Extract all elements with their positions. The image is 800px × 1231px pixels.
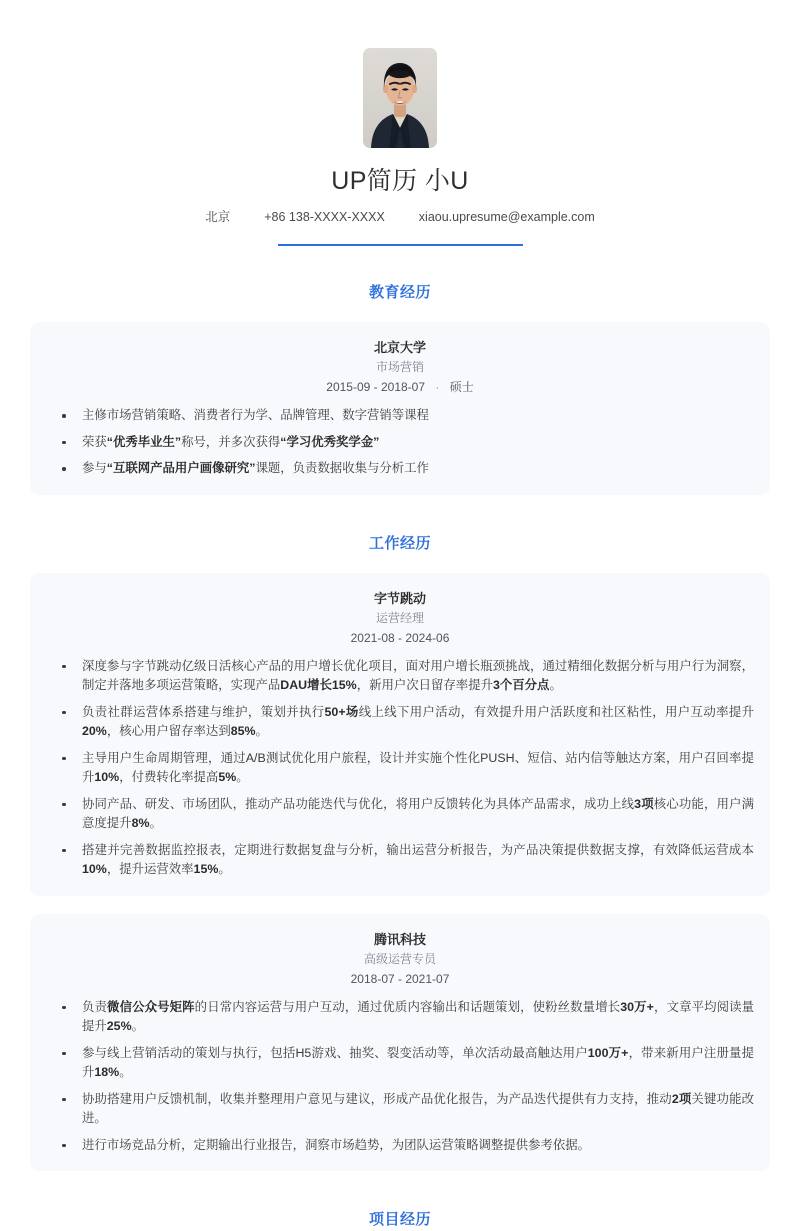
work-date: 2021-08 - 2024-06 — [350, 630, 450, 645]
bullet-emphasis: DAU增长15% — [280, 678, 357, 692]
bullet-item — [46, 703, 754, 742]
resume-header — [30, 0, 770, 246]
bullet-text: 关键功能改进。 — [82, 1091, 755, 1125]
work-bullets — [46, 657, 754, 880]
education-school: 北京大学 — [373, 340, 426, 355]
bullet-emphasis: 10% — [94, 770, 120, 784]
bullet-text: ，付费转化率提高 — [119, 770, 219, 784]
bullet-emphasis: 50+场 — [324, 704, 359, 719]
bullet-item — [46, 795, 754, 834]
bullet-text: 进行市场竞品分析，定期输出行业报告，洞察市场趋势，为团队运营策略调整提供参考依据。 — [82, 1137, 591, 1152]
photo-container — [30, 48, 770, 148]
bullet-item — [46, 749, 754, 788]
entry-header — [46, 589, 754, 648]
meta-separator: · — [435, 380, 440, 394]
bullet-text: 主导用户生命周期管理，通过A/B测试优化用户旅程，设计并实施个性化PUSH、短信、站内信等触达方案，用户召回率提升 — [82, 750, 754, 784]
bullet-emphasis: 8% — [131, 816, 150, 830]
work-bullets — [46, 998, 754, 1156]
education-major: 市场营销 — [375, 360, 424, 374]
bullet-text: 负责 — [82, 999, 108, 1014]
entry-header — [46, 930, 754, 989]
work-date: 2018-07 - 2021-07 — [350, 971, 450, 986]
bullet-text: 线上线下用户活动，有效提升用户活跃度和社区粘性，用户互动率提升 — [358, 704, 755, 719]
bullet-item — [46, 998, 754, 1037]
bullet-text: 。 — [119, 1065, 132, 1079]
header-divider — [278, 244, 523, 246]
work-position: 高级运营专员 — [363, 951, 436, 966]
bullet-text: ，带来新用户注册量提升 — [82, 1045, 755, 1079]
section-title-education: 教育经历 — [368, 284, 431, 301]
bullet-text: 。 — [236, 770, 249, 784]
education-degree: 硕士 — [449, 380, 474, 394]
bullet-text: 。 — [549, 678, 562, 692]
bullet-text: 协同产品、研发、市场团队，推动产品功能迭代与优化，将用户反馈转化为具体产品需求，成功上线 — [82, 796, 635, 811]
bullet-emphasis: 3项 — [634, 796, 654, 811]
bullet-emphasis: “优秀毕业生” — [106, 434, 182, 449]
bullet-emphasis: 25% — [106, 1019, 132, 1033]
bullet-item — [46, 1090, 754, 1129]
bullet-text: 负责社群运营体系搭建与维护，策划并执行 — [82, 704, 325, 719]
bullet-text: 搭建并完善数据监控报表，定期进行数据复盘与分析，输出运营分析报告，为产品决策提供数据支撑，有效降低运营成本 — [82, 842, 754, 857]
bullet-text: ，核心用户留存率达到 — [106, 724, 231, 738]
work-company: 腾讯科技 — [373, 931, 426, 947]
bullet-item — [46, 657, 754, 696]
bullet-text: 参与 — [82, 461, 107, 475]
bullet-text: 的日常内容运营与用户互动，通过优质内容输出和话题策划，使粉丝数量增长 — [194, 999, 621, 1014]
bullet-emphasis: 85% — [230, 724, 256, 738]
page-title: UP简历 小U — [331, 167, 469, 195]
bullet-text: ，新用户次日留存率提升 — [356, 678, 493, 692]
bullet-text: 协助搭建用户反馈机制，收集并整理用户意见与建议，形成产品优化报告，为产品迭代提供有力支持，推动 — [82, 1091, 672, 1106]
bullet-text: 参与线上营销活动的策划与执行，包括H5游戏、抽奖、裂变活动等，单次活动最高触达用户 — [82, 1045, 588, 1060]
bullet-item — [46, 841, 754, 880]
bullet-text: 。 — [149, 816, 162, 830]
bullet-emphasis: “学习优秀奖学金” — [280, 434, 380, 449]
bullet-item — [46, 1136, 754, 1156]
bullet-text: 主修市场营销策略、消费者行为学、品牌管理、数字营销等课程 — [82, 408, 429, 422]
work-position: 运营经理 — [375, 610, 424, 625]
bullet-text: 。 — [255, 724, 268, 738]
education-date: 2015-09 - 2018-07 — [326, 380, 426, 394]
bullet-emphasis: 3个百分点 — [492, 678, 550, 692]
profile-photo — [363, 48, 437, 148]
entry-header — [46, 338, 754, 397]
bullet-emphasis: 20% — [82, 724, 107, 738]
bullet-item — [46, 433, 754, 453]
education-card — [30, 322, 770, 495]
bullet-text: 称号，并多次获得 — [181, 434, 281, 449]
bullet-emphasis: 30万+ — [620, 999, 654, 1014]
bullet-emphasis: 2项 — [671, 1091, 692, 1106]
bullet-text: 。 — [131, 1019, 144, 1033]
bullet-text: 课题，负责数据收集与分析工作 — [255, 461, 429, 475]
bullet-item — [46, 406, 754, 426]
bullet-text: ，文章平均阅读量提升 — [82, 999, 755, 1033]
bullet-item — [46, 1044, 754, 1083]
bullet-text: 。 — [218, 862, 231, 876]
contact-location: 北京 — [205, 210, 231, 224]
bullet-emphasis: 15% — [193, 862, 219, 876]
work-company: 字节跳动 — [373, 590, 426, 606]
work-card-bytedance — [30, 573, 770, 896]
education-bullets — [46, 406, 754, 479]
bullet-text: ，提升运营效率 — [106, 862, 194, 876]
bullet-emphasis: 18% — [94, 1065, 120, 1079]
bullet-emphasis: 10% — [82, 862, 107, 876]
contact-phone: +86 138-XXXX-XXXX — [264, 210, 385, 224]
section-title-work: 工作经历 — [368, 534, 431, 552]
bullet-text: 荣获 — [82, 434, 107, 449]
section-title-projects: 项目经历 — [368, 1211, 431, 1228]
bullet-text: 深度参与字节跳动亿级日活核心产品的用户增长优化项目，面对用户增长瓶颈挑战，通过精细化数据分析与用户行为洞察，制定并落地多项运营策略，实现产品 — [82, 658, 754, 692]
bullet-emphasis: 100万+ — [587, 1045, 629, 1060]
bullet-emphasis: “互联网产品用户画像研究” — [106, 461, 256, 475]
bullet-emphasis: 5% — [218, 770, 237, 784]
contact-email: xiaou.upresume@example.com — [418, 210, 595, 224]
bullet-emphasis: 微信公众号矩阵 — [107, 999, 195, 1014]
bullet-text: 核心功能，用户满意度提升 — [82, 796, 754, 830]
contact-info — [30, 208, 770, 226]
education-meta — [46, 377, 754, 397]
work-card-tencent — [30, 914, 770, 1172]
bullet-item — [46, 459, 754, 479]
